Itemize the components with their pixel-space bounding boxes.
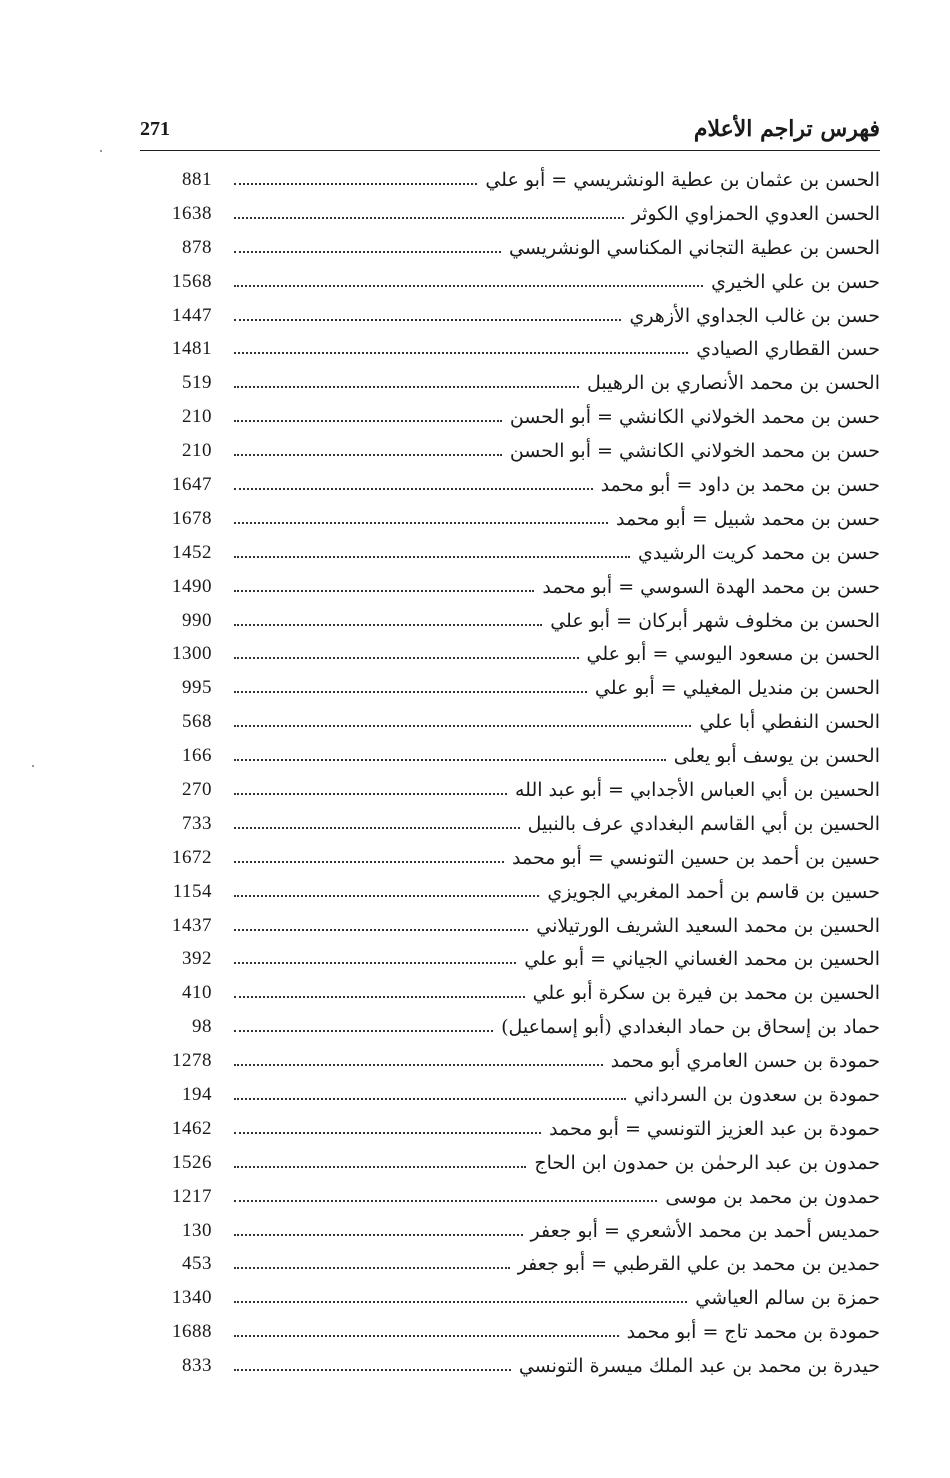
entry-page-number: 878 — [182, 236, 212, 258]
entry-name: حسن بن محمد الخولاني الكانشي = أبو الحسن — [509, 406, 880, 429]
entry-name: حمزة بن سالم العياشي — [695, 1287, 880, 1310]
dot-leader — [234, 759, 666, 761]
entry-name: حسن بن محمد الهدة السوسي = أبو محمد — [542, 575, 880, 598]
entry-page-number: 1447 — [172, 304, 212, 326]
entry-name: الحسن بن محمد الأنصاري بن الرهيبل — [587, 372, 880, 395]
dot-leader — [234, 1030, 493, 1032]
entry-page-number: 1481 — [172, 338, 212, 360]
entry-name: حمودة بن حسن العامري أبو محمد — [610, 1050, 880, 1073]
entry-name: الحسن بن مخلوف شهر أبركان = أبو علي — [550, 609, 880, 632]
entry-page-number: 1490 — [172, 575, 212, 597]
entry-page-number: 1462 — [172, 1117, 212, 1139]
index-entry — [160, 434, 880, 468]
index-entry — [160, 841, 880, 875]
entry-name: حسن بن محمد شبيل = أبو محمد — [615, 507, 880, 530]
dot-leader — [234, 420, 502, 422]
index-entry — [160, 671, 880, 705]
entry-name: حمودة بن عبد العزيز التونسي = أبو محمد — [549, 1117, 880, 1140]
index-entry — [160, 976, 880, 1010]
index-entry — [160, 1112, 880, 1146]
index-entry — [160, 1349, 880, 1383]
dot-leader — [234, 217, 624, 219]
dot-leader — [234, 962, 516, 964]
dot-leader — [234, 1369, 511, 1371]
entry-page-number: 519 — [182, 372, 212, 394]
entry-name: حسن بن محمد كريت الرشيدي — [638, 541, 880, 564]
dot-leader — [234, 352, 688, 354]
entry-name: الحسن بن عثمان بن عطية الونشريسي = أبو علي — [485, 168, 880, 191]
entry-name: حمدون بن محمد بن موسى — [665, 1185, 880, 1208]
index-entries-list — [160, 163, 880, 1383]
dot-leader — [234, 251, 501, 253]
entry-name: الحسن النفطي أبا علي — [699, 711, 880, 734]
index-entry — [160, 909, 880, 943]
entry-page-number: 1452 — [172, 541, 212, 563]
dot-leader — [234, 793, 507, 795]
index-entry — [160, 366, 880, 400]
dot-leader — [234, 827, 520, 829]
entry-name: حمديس أحمد بن محمد الأشعري = أبو جعفر — [530, 1219, 880, 1242]
index-entry — [160, 1281, 880, 1315]
dot-leader — [234, 1098, 626, 1100]
entry-page-number: 1638 — [172, 202, 212, 224]
entry-name: حسن بن محمد الخولاني الكانشي = أبو الحسن — [509, 440, 880, 463]
dot-leader — [234, 319, 621, 321]
entry-name: الحسن بن مسعود اليوسي = أبو علي — [586, 643, 880, 666]
entry-name: حمودة بن سعدون بن السرداني — [633, 1083, 880, 1106]
entry-page-number: 1647 — [172, 473, 212, 495]
dot-leader — [234, 1064, 603, 1066]
entry-name: حماد بن إسحاق بن حماد البغدادي (أبو إسماعيل) — [501, 1016, 880, 1039]
entry-page-number: 392 — [182, 948, 212, 970]
entry-page-number: 568 — [182, 711, 212, 733]
index-entry — [160, 570, 880, 604]
entry-page-number: 166 — [182, 745, 212, 767]
dot-leader — [234, 725, 691, 727]
dot-leader — [234, 522, 608, 524]
index-entry — [160, 1044, 880, 1078]
index-entry — [160, 1146, 880, 1180]
dot-leader — [234, 1234, 523, 1236]
dot-leader — [234, 1166, 526, 1168]
entry-page-number: 1678 — [172, 507, 212, 529]
entry-page-number: 98 — [192, 1016, 212, 1038]
entry-name: حمودة بن محمد تاج = أبو محمد — [626, 1321, 880, 1344]
entry-page-number: 1154 — [172, 880, 212, 902]
entry-name: الحسن بن عطية التجاني المكناسي الونشريسي — [508, 236, 880, 259]
page-number: 271 — [140, 118, 170, 140]
entry-page-number: 210 — [182, 440, 212, 462]
index-entry — [160, 197, 880, 231]
entry-page-number: 1278 — [172, 1050, 212, 1072]
index-entry — [160, 637, 880, 671]
dot-leader — [234, 624, 542, 626]
dot-leader — [234, 1200, 657, 1202]
entry-page-number: 1526 — [172, 1151, 212, 1173]
entry-page-number: 270 — [182, 778, 212, 800]
dot-leader — [234, 285, 703, 287]
entry-name: الحسن بن منديل المغيلي = أبو علي — [594, 677, 880, 700]
index-entry — [160, 604, 880, 638]
entry-page-number: 833 — [182, 1355, 212, 1377]
index-entry — [160, 1315, 880, 1349]
entry-page-number: 1568 — [172, 270, 212, 292]
entry-page-number: 1672 — [172, 846, 212, 868]
index-entry — [160, 942, 880, 976]
index-entry — [160, 299, 880, 333]
entry-page-number: 130 — [182, 1219, 212, 1241]
index-entry — [160, 1010, 880, 1044]
entry-page-number: 881 — [182, 168, 212, 190]
dot-leader — [234, 1267, 510, 1269]
index-entry — [160, 163, 880, 197]
dot-leader — [234, 590, 534, 592]
entry-name: حسين بن أحمد بن حسين التونسي = أبو محمد — [512, 846, 880, 869]
index-entry — [160, 400, 880, 434]
index-entry — [160, 536, 880, 570]
entry-name: حسين بن قاسم بن أحمد المغربي الجويزي — [547, 880, 880, 903]
entry-page-number: 210 — [182, 406, 212, 428]
scan-speck — [32, 765, 34, 767]
entry-name: الحسين بن أبي القاسم البغدادي عرف بالنبيل — [527, 812, 880, 835]
index-entry — [160, 1214, 880, 1248]
entry-name: حمدون بن عبد الرحمٰن بن حمدون ابن الحاج — [534, 1151, 880, 1174]
dot-leader — [234, 996, 525, 998]
index-entry — [160, 265, 880, 299]
index-entry — [160, 1248, 880, 1282]
entry-name: الحسين بن محمد السعيد الشريف الورتيلاني — [536, 914, 880, 937]
entry-page-number: 1340 — [172, 1287, 212, 1309]
index-entry — [160, 875, 880, 909]
entry-page-number: 1217 — [172, 1185, 212, 1207]
entry-page-number: 1300 — [172, 643, 212, 665]
entry-name: الحسين بن محمد بن فيرة بن سكرة أبو علي — [532, 982, 880, 1005]
dot-leader — [234, 1301, 687, 1303]
entry-page-number: 453 — [182, 1253, 212, 1275]
dot-leader — [234, 929, 528, 931]
entry-name: الحسن العدوي الحمزاوي الكوثر — [631, 202, 880, 225]
entry-page-number: 194 — [182, 1083, 212, 1105]
dot-leader — [234, 183, 477, 185]
entry-page-number: 990 — [182, 609, 212, 631]
index-entry — [160, 1078, 880, 1112]
entry-name: حيدرة بن محمد بن عبد الملك ميسرة التونسي — [518, 1355, 880, 1378]
entry-page-number: 1437 — [172, 914, 212, 936]
dot-leader — [234, 895, 539, 897]
scan-speck — [100, 150, 102, 152]
index-entry — [160, 1180, 880, 1214]
entry-page-number: 733 — [182, 812, 212, 834]
index-entry — [160, 807, 880, 841]
entry-name: حمدين بن محمد بن علي القرطبي = أبو جعفر — [517, 1253, 880, 1276]
entry-name: حسن بن علي الخيري — [711, 270, 880, 293]
index-entry — [160, 231, 880, 265]
dot-leader — [234, 691, 587, 693]
dot-leader — [234, 657, 579, 659]
page-header — [140, 112, 880, 151]
entry-name: حسن بن غالب الجداوي الأزهري — [629, 304, 880, 327]
index-entry — [160, 739, 880, 773]
index-entry — [160, 705, 880, 739]
index-entry — [160, 502, 880, 536]
entry-name: حسن بن محمد بن داود = أبو محمد — [600, 473, 880, 496]
index-entry — [160, 468, 880, 502]
dot-leader — [234, 454, 502, 456]
entry-name: الحسين بن محمد الغساني الجياني = أبو علي — [524, 948, 880, 971]
dot-leader — [234, 386, 579, 388]
dot-leader — [234, 1132, 541, 1134]
dot-leader — [234, 556, 630, 558]
entry-name: حسن القطاري الصيادي — [696, 338, 880, 361]
entry-name: الحسين بن أبي العباس الأجدابي = أبو عبد الله — [514, 778, 880, 801]
entry-name: الحسن بن يوسف أبو يعلى — [673, 745, 880, 768]
entry-page-number: 1688 — [172, 1321, 212, 1343]
running-title: فهرس تراجم الأعلام — [693, 116, 880, 142]
index-entry — [160, 773, 880, 807]
index-entry — [160, 332, 880, 366]
dot-leader — [234, 861, 504, 863]
dot-leader — [234, 1335, 619, 1337]
entry-page-number: 995 — [182, 677, 212, 699]
entry-page-number: 410 — [182, 982, 212, 1004]
dot-leader — [234, 488, 593, 490]
